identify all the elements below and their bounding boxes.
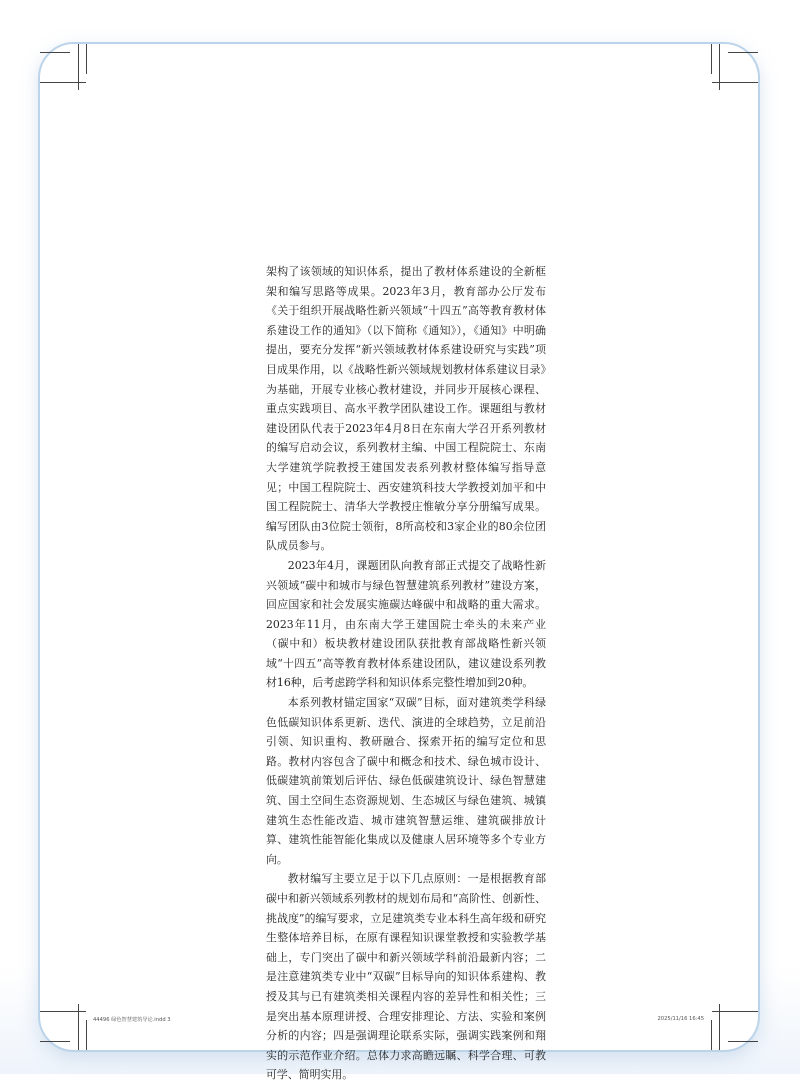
paragraph: 教材编写主要立足于以下几点原则：一是根据教育部碳中和新兴领域系列教材的规划布局和“高阶性、创新性、挑战度”的编写要求，立足建筑类专业本科生高年级和研究生整体培养目标，在原有课程知识课堂教授和实验教学基础上，专门突出了碳中和新兴领域学科前沿最新内容；二是注意建筑类专业中“双碳”目标导向的知识体系建构、教授及其与已有建筑类相关课程内容的差异性和相关性；三是突出基本原理讲授、合理安排理论、方法、实验和案例分析的内容；四是强调理论联系实际，强调实践案例和翔实的示范作业介绍。总体力求高瞻远瞩、科学合理、可教可学、简明实用。 (266, 872, 546, 1082)
crop-mark (40, 52, 70, 53)
crop-mark (86, 1020, 87, 1050)
crop-mark (728, 52, 758, 53)
crop-mark (78, 1004, 79, 1050)
crop-mark (78, 44, 79, 90)
crop-mark (711, 1020, 712, 1050)
crop-mark (728, 1041, 758, 1042)
paragraph: 本系列教材锚定国家“双碳”目标，面对建筑类学科绿色低碳知识体系更新、迭代、演进的全球趋势，立足前沿引领、知识重构、教研融合、探索开拓的编写定位和思路。教材内容包含了碳中和概念和技术、绿色城市设计、低碳建筑前策划后评估、绿色低碳建筑设计、绿色智慧建筑、国土空间生态资源规划、生态城区与绿色建筑、城镇建筑生态性能改造、城市建筑智慧运维、建筑碳排放计算、建筑性能智能化集成以及健康人居环境等多个专业方向。 (266, 696, 546, 866)
crop-mark (719, 44, 720, 90)
crop-mark (40, 82, 86, 83)
crop-mark (40, 1011, 86, 1012)
crop-mark (719, 1004, 720, 1050)
crop-mark (40, 1041, 70, 1042)
crop-mark (711, 44, 712, 74)
paragraph: 2023年4月，课题团队向教育部正式提交了战略性新兴领域“碳中和城市与绿色智慧建筑系列教材”建设方案，回应国家和社会发展实施碳达峰碳中和战略的重大需求。2023年11月，由东南大学王建国院士牵头的未来产业（碳中和）板块教材建设团队获批教育部战略性新兴领域“十四五”高等教育教材体系建设团队，建议建设系列教材16种，后考虑跨学科和知识体系完整性增加到20种。 (266, 558, 546, 690)
page-frame (38, 42, 760, 1082)
footer-timestamp: 2025/11/16 16:45 (657, 1016, 704, 1022)
body-text (266, 262, 546, 1085)
footer-file-slug: 44496 绿色智慧建筑导论.indd 3 (93, 1017, 171, 1023)
paragraph: 架构了该领域的知识体系，提出了教材体系建设的全新框架和编写思路等成果。2023年3月，教育部办公厅发布《关于组织开展战略性新兴领域“十四五”高等教育教材体系建设工作的通知》（以下简称《通知》），《通知》中明确提出，要充分发挥“新兴领域教材体系建设研究与实践”项目成果作用，以《战略性新兴领域规划教材体系建议目录》为基础，开展专业核心教材建设，并同步开展核心课程、重点实践项目、高水平教学团队建设工作。课题组与教材建设团队代表于2023年4月8日在东南大学召开系列教材的编写启动会议，系列教材主编、中国工程院院士、东南大学建筑学院教授王建国发表系列教材整体编写指导意见；中国工程院院士、西安建筑科技大学教授刘加平和中国工程院院士、清华大学教授庄惟敏分享分册编写成果。编写团队由3位院士领衔，8所高校和3家企业的80余位团队成员参与。 (266, 265, 546, 553)
crop-mark (86, 44, 87, 74)
